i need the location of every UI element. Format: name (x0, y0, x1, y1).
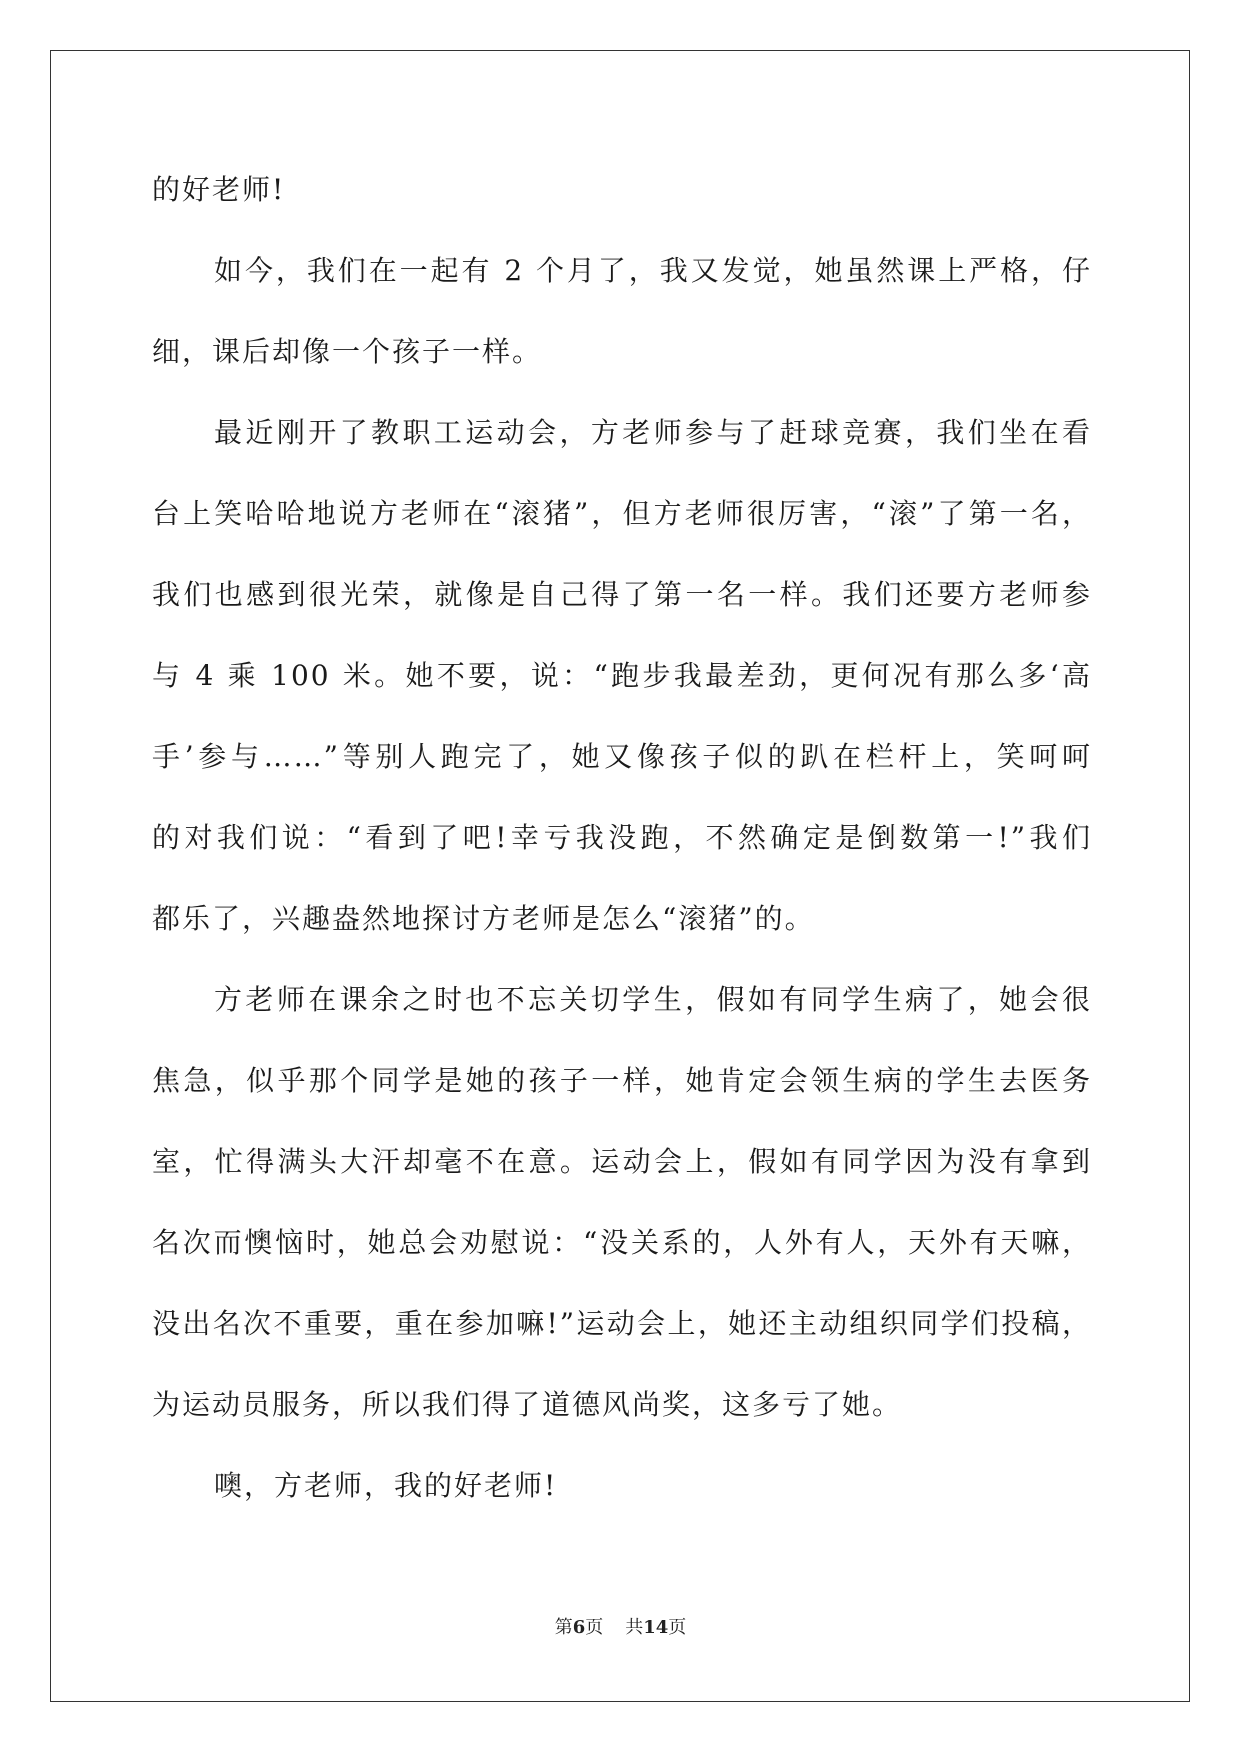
text-line: 与 4 乘 100 米。她不要，说：“跑步我最差劲，更何况有那么多‘高 (152, 659, 1092, 692)
text-line: 焦急，似乎那个同学是她的孩子一样，她肯定会领生病的学生去医务 (152, 1064, 1092, 1097)
total-suffix: 页 (668, 1617, 687, 1638)
page-suffix: 页 (585, 1617, 604, 1638)
text-line: 手’参与……”等别人跑完了，她又像孩子似的趴在栏杆上，笑呵呵 (152, 740, 1092, 773)
paragraph-first-line: 最近刚开了教职工运动会，方老师参与了赶球竞赛，我们坐在看 (214, 416, 1092, 449)
text-line: 的好老师! (152, 173, 286, 206)
paragraph-first-line: 方老师在课余之时也不忘关切学生，假如有同学生病了，她会很 (214, 983, 1092, 1016)
text-line: 都乐了，兴趣盎然地探讨方老师是怎么“滚猪”的。 (152, 902, 815, 935)
page-footer (0, 1613, 1241, 1639)
text-line: 室，忙得满头大汗却毫不在意。运动会上，假如有同学因为没有拿到 (152, 1145, 1092, 1178)
page-number: 6 (572, 1617, 586, 1638)
total-prefix: 共 (625, 1617, 644, 1638)
text-line: 为运动员服务，所以我们得了道德风尚奖，这多亏了她。 (152, 1388, 903, 1421)
total-pages: 14 (643, 1617, 669, 1638)
text-line: 的对我们说：“看到了吧!幸亏我没跑，不然确定是倒数第一!”我们 (152, 821, 1092, 854)
page-prefix: 第 (554, 1617, 573, 1638)
text-line: 没出名次不重要，重在参加嘛!”运动会上，她还主动组织同学们投稿， (152, 1307, 1092, 1340)
text-line: 细，课后却像一个孩子一样。 (152, 335, 543, 368)
text-line: 台上笑哈哈地说方老师在“滚猪”，但方老师很厉害，“滚”了第一名， (152, 497, 1092, 530)
document-body (152, 158, 1092, 1535)
text-line: 我们也感到很光荣，就像是自己得了第一名一样。我们还要方老师参 (152, 578, 1092, 611)
paragraph-first-line: 如今，我们在一起有 2 个月了，我又发觉，她虽然课上严格，仔 (214, 254, 1092, 287)
text-line: 名次而懊恼时，她总会劝慰说：“没关系的，人外有人，天外有天嘛， (152, 1226, 1092, 1259)
paragraph-first-line: 噢，方老师，我的好老师! (214, 1469, 558, 1502)
